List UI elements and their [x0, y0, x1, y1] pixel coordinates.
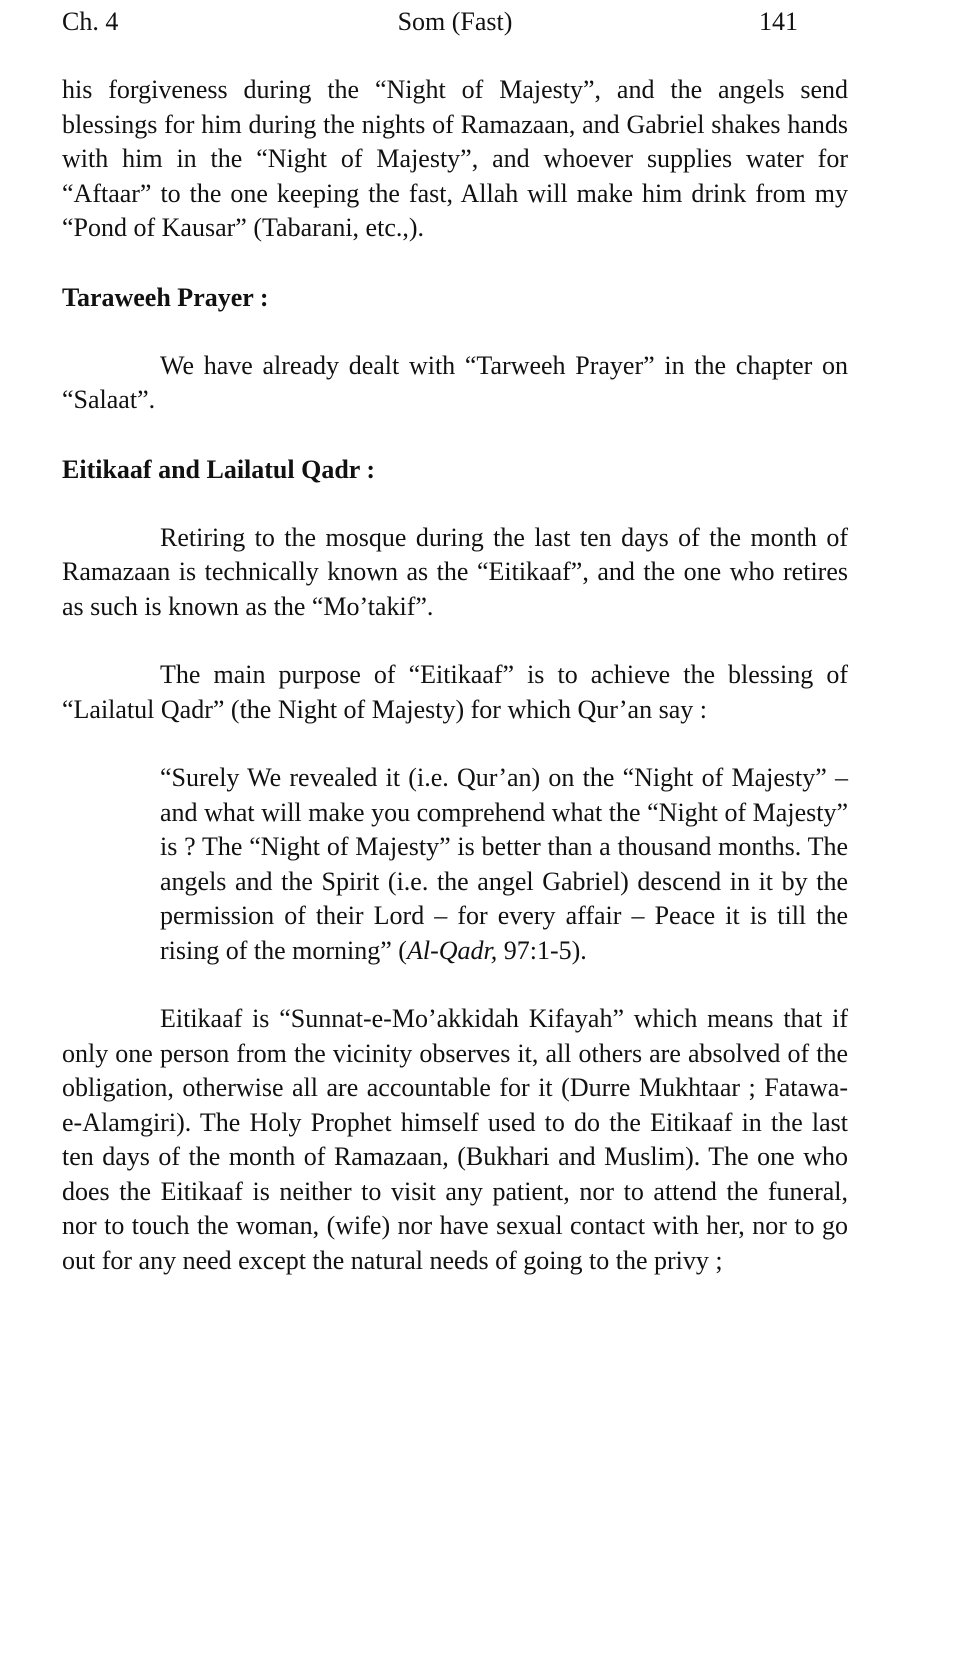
- chapter-label: Ch. 4: [62, 7, 119, 36]
- eitikaaf-heading: Eitikaaf and Lailatul Qadr :: [62, 454, 376, 484]
- page-number: 141: [759, 7, 798, 36]
- eitikaaf-paragraph-1: Retiring to the mosque during the last ten days of the month of Ramazaan is technically known as the “Eitikaaf”, and the one who retires as such is known as the “Mo’takif”.: [62, 522, 848, 621]
- page-header: [62, 6, 848, 38]
- running-title: Som (Fast): [397, 7, 513, 36]
- eitikaaf-paragraph-3: Eitikaaf is “Sunnat-e-Mo’akkidah Kifayah” which means that if only one person from the vicinity observes it, all others are absolved of the obligation, otherwise all are accountable for it (Durre Mukhtaar ; Fatawa-e-Alamgiri). The Holy Prophet himself used to do the Eitikaaf in the last ten days of the month of Ramazaan, (Bukhari and Muslim). The one who does the Eitikaaf is neither to visit any patient, nor to attend the funeral, nor to touch the woman, (wife) nor have sexual contact with her, nor to go out for any need except the natural needs of going to the privy ;: [62, 1004, 848, 1275]
- taraweeh-heading: Taraweeh Prayer :: [62, 282, 269, 312]
- eitikaaf-paragraph-2: The main purpose of “Eitikaaf” is to achieve the blessing of “Lailatul Qadr” (the Night of Majesty) for which Qur’an say :: [62, 660, 848, 724]
- quran-quote: “Surely We revealed it (i.e. Qur’an) on the “Night of Majesty” – and what will make you comprehend what the “Night of Majesty” is ? The “Night of Majesty” is better than a thousand months. The angels and the Spirit (i.e. the angel Gabriel) descend in it by the permission of their Lord – for every affair – Peace it is till the rising of the morning” (Al-Qadr, 97:1-5).: [160, 763, 848, 965]
- quote-citation-ref: Al-Qadr,: [406, 935, 498, 965]
- intro-paragraph: his forgiveness during the “Night of Majesty”, and the angels send blessings for him during the nights of Ramazaan, and Gabriel shakes hands with him in the “Night of Majesty”, and whoever supplies water for “Aftaar” to the one keeping the fast, Allah will make him drink from my “Pond of Kausar” (Tabarani, etc.,).: [62, 75, 848, 242]
- book-page: [62, 0, 848, 1660]
- quote-citation-tail: 97:1-5).: [497, 935, 587, 965]
- taraweeh-paragraph: We have already dealt with “Tarweeh Prayer” in the chapter on “Salaat”.: [62, 350, 848, 414]
- quote-text: “Surely We revealed it (i.e. Qur’an) on the “Night of Majesty” – and what will make you comprehend what the “Night of Majesty” is ? The “Night of Majesty” is better than a thousand months. The angels and the Spirit (i.e. the angel Gabriel) descend in it by the permission of their Lord – for every affair – Peace it is till the rising of the morning”: [160, 763, 848, 965]
- page-body: [62, 73, 848, 1278]
